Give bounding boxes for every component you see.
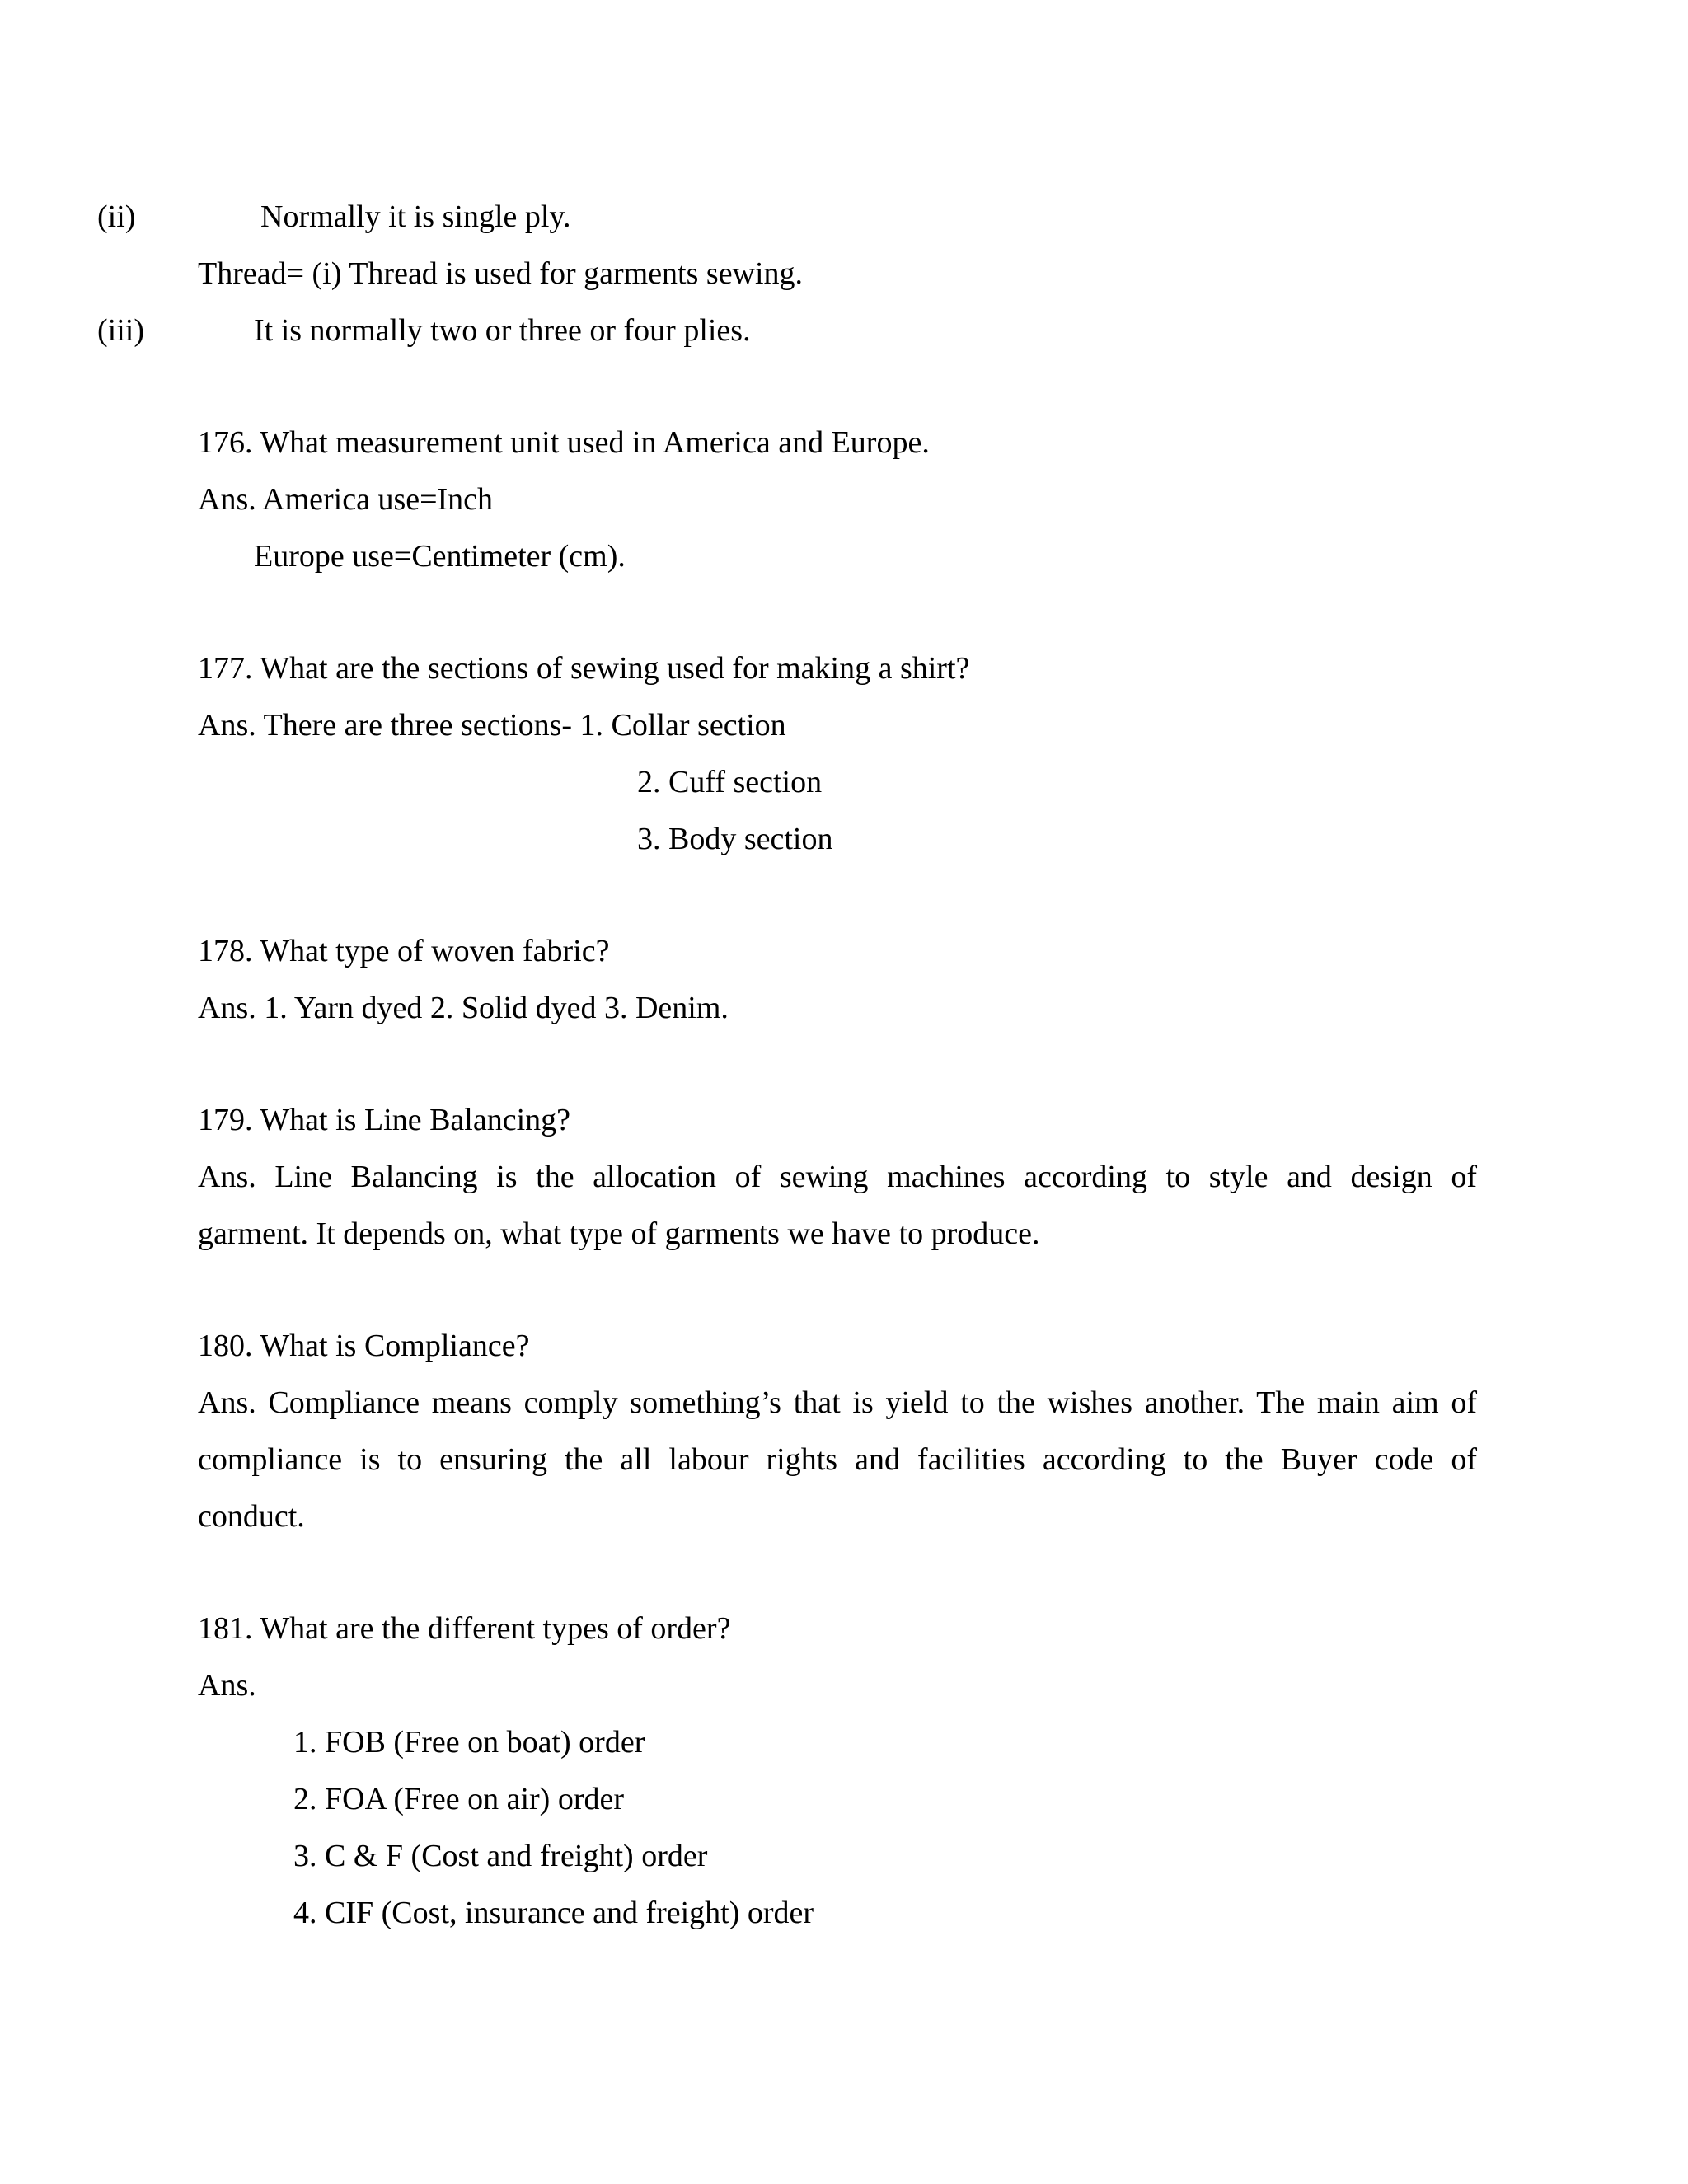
- question-177: 177. What are the sections of sewing used for making a shirt?: [198, 651, 970, 686]
- list-marker-iii: (iii): [97, 313, 144, 348]
- answer-180-line2-wrap: [198, 1444, 1477, 1475]
- answer-179-line1-wrap: [198, 1161, 1477, 1193]
- question-180: 180. What is Compliance?: [198, 1329, 530, 1363]
- answer-176-line2: Europe use=Centimeter (cm).: [254, 539, 626, 574]
- answer-179-line2: garment. It depends on, what type of garments we have to produce.: [198, 1216, 1040, 1251]
- question-178: 178. What type of woven fabric?: [198, 934, 610, 968]
- answer-177-line3: 3. Body section: [637, 822, 833, 856]
- question-181: 181. What are the different types of order?: [198, 1611, 731, 1646]
- order-type-item: 2. FOA (Free on air) order: [293, 1782, 625, 1816]
- answer-178: Ans. 1. Yarn dyed 2. Solid dyed 3. Denim.: [198, 991, 729, 1025]
- plies-text: It is normally two or three or four plies.: [254, 313, 751, 348]
- answer-180-line1-wrap: [198, 1387, 1477, 1418]
- answer-180-line1: Ans. Compliance means comply something’s that is yield to the wishes another. The main aim of: [198, 1385, 1477, 1420]
- answer-176-line1: Ans. America use=Inch: [198, 482, 494, 517]
- order-type-item: 3. C & F (Cost and freight) order: [293, 1839, 708, 1873]
- answer-177-line2: 2. Cuff section: [637, 765, 823, 799]
- order-type-item: 4. CIF (Cost, insurance and freight) order: [293, 1896, 814, 1930]
- question-176: 176. What measurement unit used in America and Europe.: [198, 425, 930, 460]
- question-179: 179. What is Line Balancing?: [198, 1103, 571, 1137]
- thread-line: Thread= (i) Thread is used for garments sewing.: [198, 256, 804, 291]
- order-type-item: 1. FOB (Free on boat) order: [293, 1725, 645, 1760]
- answer-180-line2: compliance is to ensuring the all labour rights and facilities according to the Buyer code of: [198, 1442, 1477, 1477]
- single-ply-text: Normally it is single ply.: [260, 199, 571, 234]
- answer-177-line1: Ans. There are three sections- 1. Collar section: [198, 708, 786, 743]
- answer-181-label: Ans.: [198, 1668, 256, 1703]
- list-marker-ii: (ii): [97, 199, 136, 234]
- answer-180-line3: conduct.: [198, 1499, 305, 1534]
- answer-179-line1: Ans. Line Balancing is the allocation of sewing machines according to style and design of: [198, 1160, 1477, 1194]
